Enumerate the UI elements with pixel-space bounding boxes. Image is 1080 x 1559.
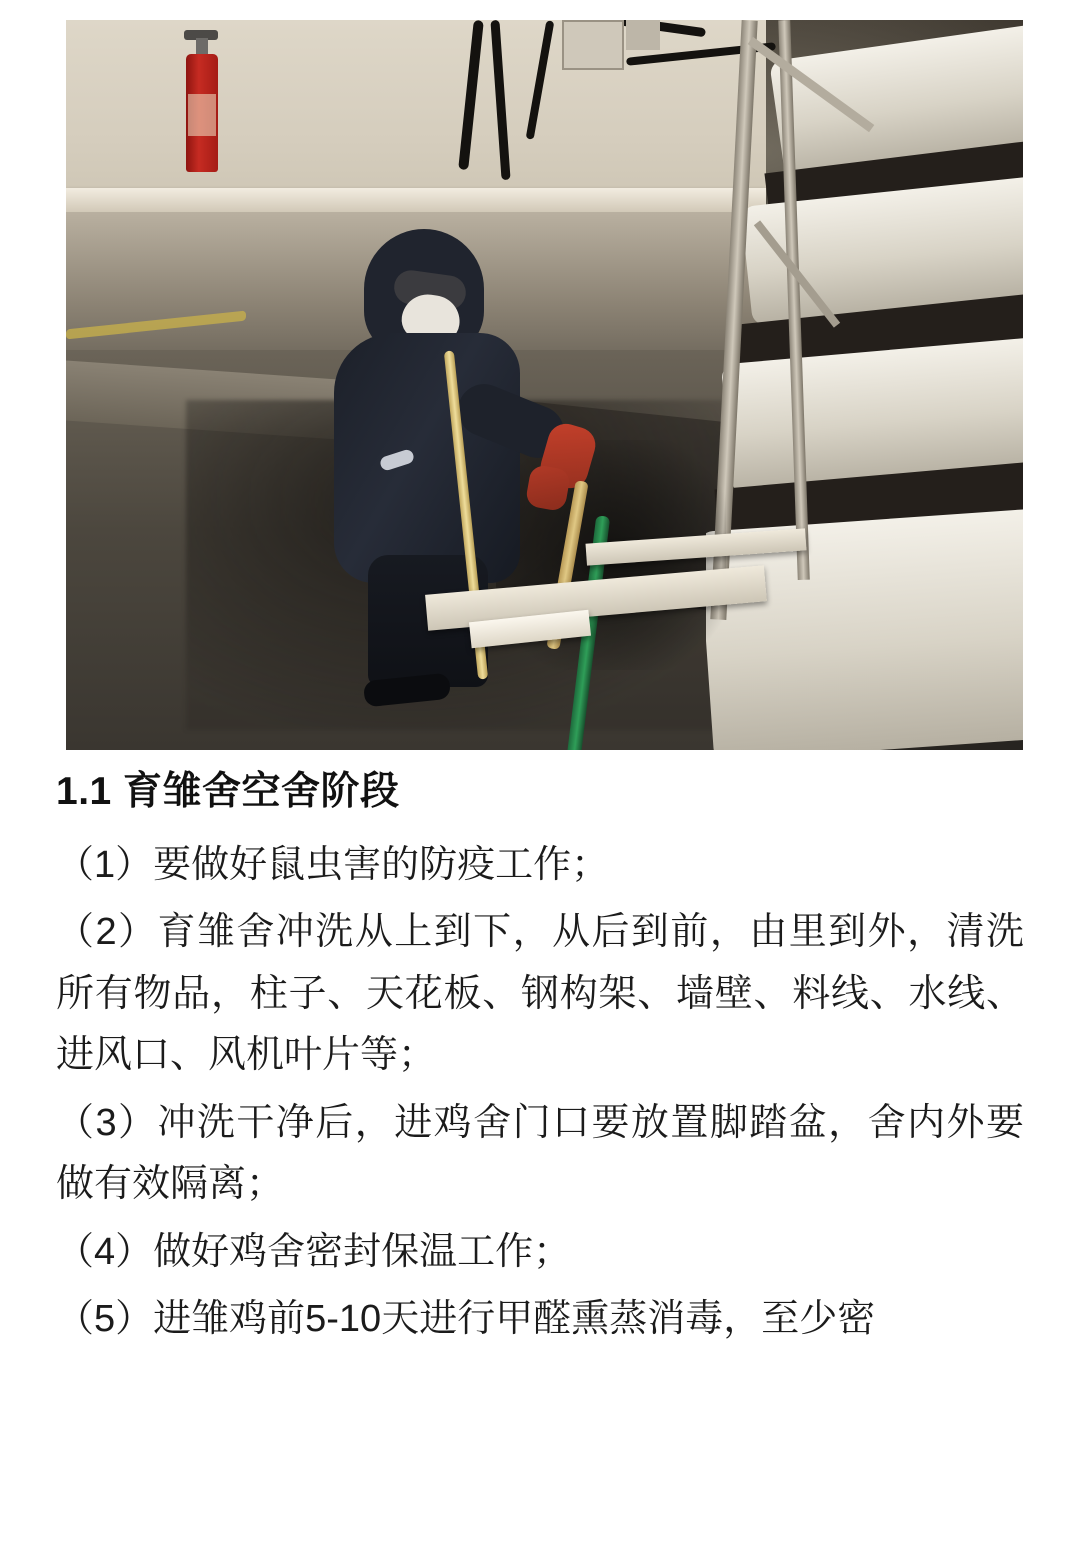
list-item: （1）要做好鼠虫害的防疫工作； xyxy=(56,843,610,886)
list-item: （2）育雏舍冲洗从上到下，从后到前，由里到外，清洗所有物品，柱子、天花板、钢构架、墙壁、料线、水线、进风口、风机叶片等； xyxy=(56,911,1024,1077)
list-item: （4）做好鸡舍密封保温工作； xyxy=(56,1230,572,1273)
fire-extinguisher-icon xyxy=(182,28,222,178)
list-item: （5）进雏鸡前5-10天进行甲醛熏蒸消毒，至少密 xyxy=(56,1298,876,1341)
photo-background xyxy=(66,20,1023,750)
wall-upper xyxy=(66,20,766,192)
article-body xyxy=(0,766,1080,1357)
electrical-box xyxy=(562,20,624,70)
cage-conveyor-structure xyxy=(706,20,1023,750)
extinguisher-label xyxy=(188,94,216,136)
list-item: （3）冲洗干净后，进鸡舍门口要放置脚踏盆，舍内外要做有效隔离； xyxy=(56,1101,1024,1206)
section-heading: 1.1 育雏舍空舍阶段 xyxy=(56,770,400,813)
photo-worker-washing-brooder-house xyxy=(66,20,1023,750)
electrical-box-small xyxy=(626,20,660,50)
wall-ledge xyxy=(66,188,766,214)
worker-torso xyxy=(334,333,520,583)
